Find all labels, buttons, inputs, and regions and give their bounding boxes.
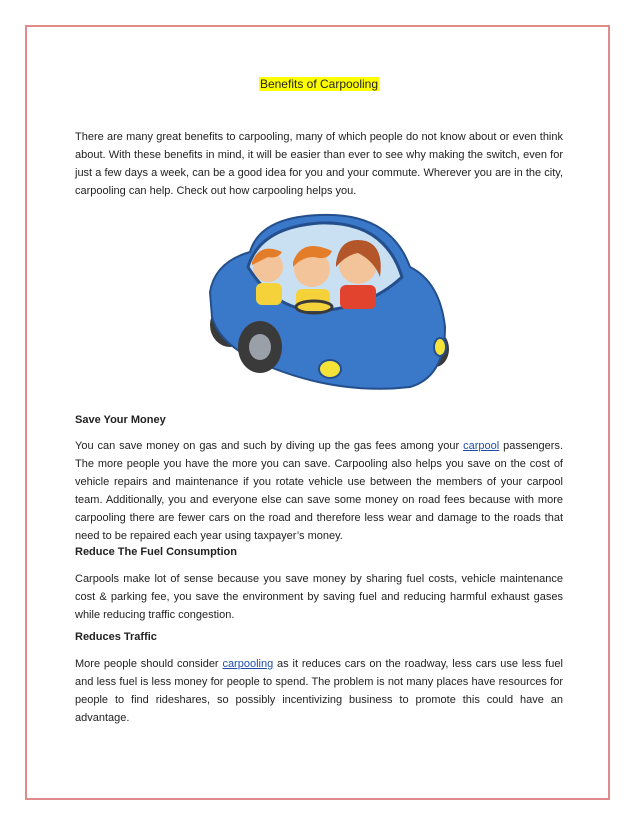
headlight-left <box>319 360 341 378</box>
section-heading: Reduce The Fuel Consumption <box>75 546 237 558</box>
fuel-paragraph: Carpools make lot of sense because you save money by sharing fuel costs, vehicle maintenance cost & parking fee, you save the environment by saving fuel and reducing harmful exhaust gases while reducing traffic congestion. <box>75 573 563 621</box>
title-block <box>0 75 638 93</box>
traffic-paragraph <box>75 655 563 727</box>
section-heading: Save Your Money <box>75 414 166 426</box>
section-heading: Reduces Traffic <box>75 631 157 643</box>
car-illustration <box>190 207 450 397</box>
carpool-link[interactable]: carpool <box>463 440 500 452</box>
intro-paragraph: There are many great benefits to carpooling, many of which people do not know about or even think about. With these benefits in mind, it will be easier than ever to see why making the switch, even for just a few days a week, can be a good idea for you and your commute. Wherever you are in the city, carpooling can help. Check out how carpooling helps you. <box>75 131 563 197</box>
save-money-paragraph <box>75 437 563 545</box>
paragraph-text: as it reduces cars on the roadway, less cars use less fuel and less fuel is less money for people to spend. The problem is not many places have resources for people to find rideshares, so possibly incentivizing business to promote this could have an advantage. <box>75 658 563 724</box>
carpooling-link[interactable]: carpooling <box>222 658 274 670</box>
paragraph-text: More people should consider <box>75 658 223 670</box>
paragraph-text: You can save money on gas and such by diving up the gas fees among your <box>75 440 464 452</box>
headlight-right <box>434 338 446 356</box>
document-title: Benefits of Carpooling <box>259 77 379 91</box>
paragraph-text: passengers. The more people you have the more you can save. Carpooling also helps you save on the cost of vehicle repairs and maintenance if you rotate vehicle use between the members of your carpool team. Additionally, you and everyone else can save some money on road fees because with more carpooling there are fewer cars on the road and therefore less wear and damage to the roads that need to be repaired each year using taxpayer’s money. <box>75 440 564 542</box>
